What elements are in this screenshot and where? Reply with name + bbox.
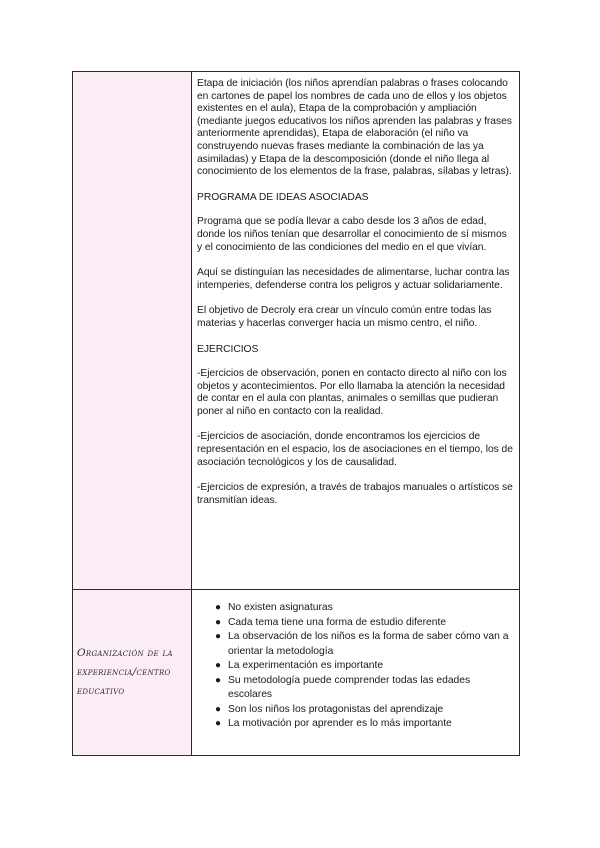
list-item: ● La motivación por aprender es lo más importante [208,717,513,732]
row1-content [192,72,519,526]
list-item: ● Su metodología puede comprender todas las edades escolares [215,674,471,700]
paragraph-objetivo-decroly: El objetivo de Decroly era crear un vínculo común entre todas las materias y hacerlas converger hacia un mismo centro, el niño. [197,305,492,329]
bullet-icon: ● [215,674,222,686]
row1-label-cell [73,72,192,590]
table-row [73,72,520,590]
list-item: ● La observación de los niños es la forma de saber cómo van a orientar la metodología [215,631,509,657]
table-row [73,590,520,756]
paragraph-etapas: Etapa de iniciación (los niños aprendían palabras o frases colocando en cartones de papel los nombres de cada uno de ellos y los objetos existentes en el aula), Etapa de la comprobación y ampliación (mediante juegos educativos los niños aprenden las palabras y frases anteriormente aprendidas), Etapa de elaboración (el niño va construyendo nuevas frases mediante la combinación de las ya asimiladas) y Etapa de la descomposición (donde el niño llega al conocimiento de los elementos de la frase, palabras, sílabas y letras). [197,78,512,178]
list-item: ● Cada tema tiene una forma de estudio diferente [208,616,513,631]
bullet-icon: ● [215,602,222,613]
bullet-icon: ● [215,660,222,671]
bullet-icon: ● [215,718,222,729]
bullet-list [192,590,519,732]
list-item: ● La experimentación es importante [208,659,513,674]
row2-content-cell [192,590,520,756]
paragraph-ejercicios-expresion: -Ejercicios de expresión, a través de trabajos manuales o artísticos se transmitían ideas. [197,482,513,506]
paragraph-necesidades: Aquí se distinguían las necesidades de alimentarse, luchar contra las intemperies, defenderse contra los peligros y actuar solidariamente. [197,267,510,291]
row2-label-wrapper [73,590,191,755]
row2-label-cell [73,590,192,756]
content-table [72,71,520,756]
bullet-icon: ● [215,631,222,642]
row1-content-cell [192,72,520,590]
paragraph-programa: Programa que se podía llevar a cabo desde los 3 años de edad, donde los niños tenían que desarrollar el conocimiento de sí mismos y el conocimiento de las condiciones del medio en el que vivían. [197,216,507,253]
bullet-icon: ● [215,616,222,628]
bullet-icon: ● [215,703,222,715]
heading-ejercicios: EJERCICIOS [197,343,259,355]
paragraph-ejercicios-observacion: -Ejercicios de observación, ponen en contacto directo al niño con los objetos y acontecimientos. Por ello llamaba la atención la necesidad de contar en el aula con plantas, animales o semillas que pudieran poner al niño en contacto con la realidad. [197,368,507,417]
list-item: ● No existen asignaturas [208,601,513,616]
paragraph-ejercicios-asociacion: -Ejercicios de asociación, donde encontramos los ejercicios de representación en el espacio, los de asociaciones en el tiempo, los de asociación tecnológicos y los de causalidad. [197,431,513,468]
list-item: ● Son los niños los protagonistas del aprendizaje [208,703,513,718]
heading-programa-ideas-asociadas: PROGRAMA DE IDEAS ASOCIADAS [197,191,369,203]
row-label-organizacion: Organización de la experiencia/centro educativo [77,647,173,697]
